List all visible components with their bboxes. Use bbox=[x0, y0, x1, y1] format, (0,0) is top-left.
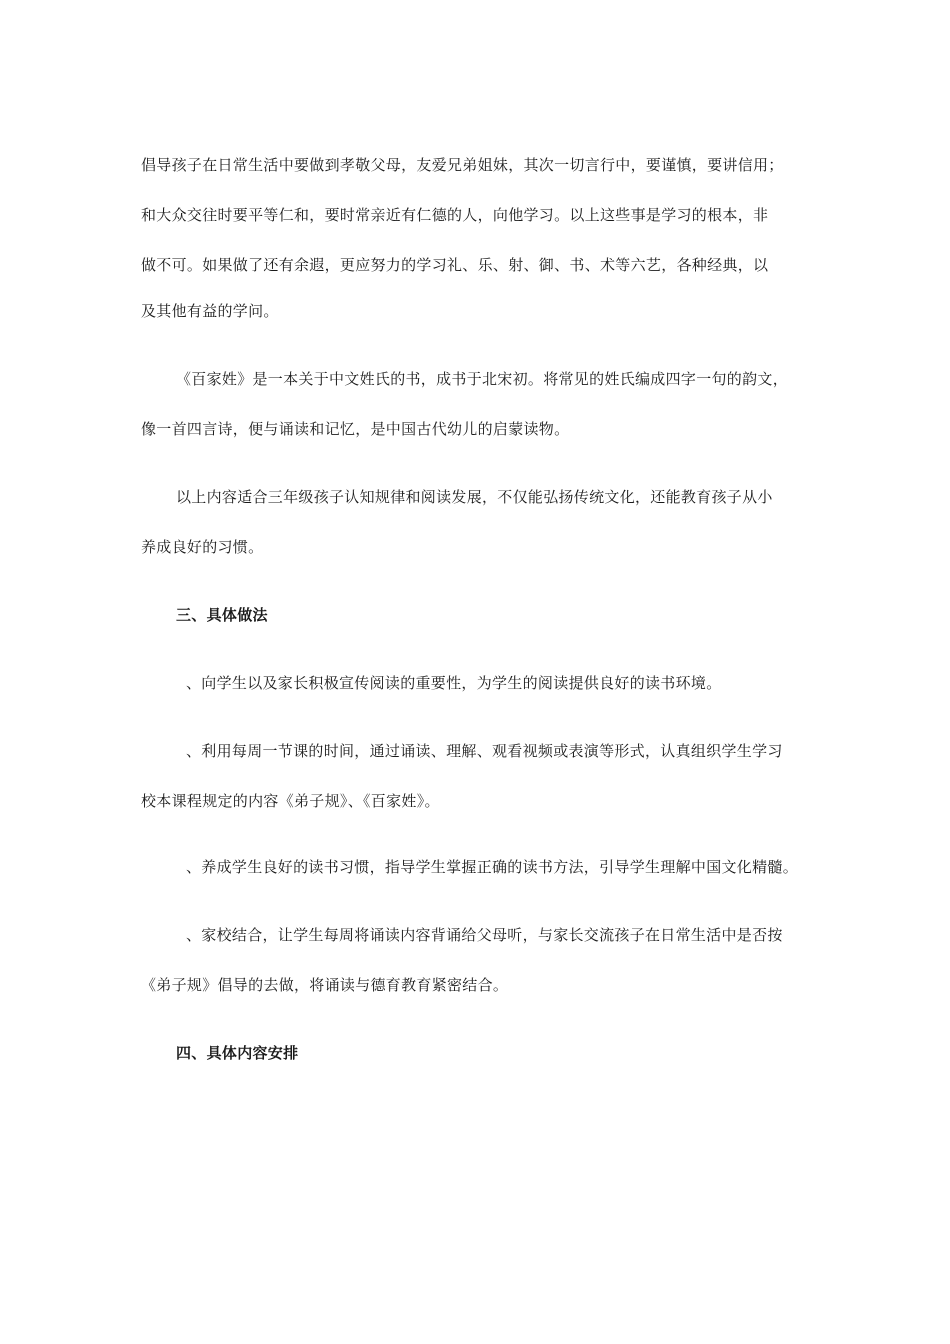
list-item: 、家校结合，让学生每周将诵读内容背诵给父母听，与家长交流孩子在日常生活中是否按 bbox=[186, 926, 783, 944]
paragraph-line: 和大众交往时要平等仁和，要时常亲近有仁德的人，向他学习。以上这些事是学习的根本，非 bbox=[141, 206, 769, 224]
paragraph-line: 养成良好的习惯。 bbox=[141, 538, 264, 556]
list-item-continuation: 《弟子规》倡导的去做，将诵读与德育教育紧密结合。 bbox=[141, 976, 509, 994]
paragraph-line: 《百家姓》是一本关于中文姓氏的书，成书于北宋初。将常见的姓氏编成四字一句的韵文， bbox=[176, 370, 789, 388]
paragraph-line: 及其他有益的学问。 bbox=[141, 302, 279, 320]
paragraph-line: 做不可。如果做了还有余遐，更应努力的学习礼、乐、射、御、书、术等六艺，各种经典，以 bbox=[141, 256, 769, 274]
paragraph-line: 以上内容适合三年级孩子认知规律和阅读发展，不仅能弘扬传统文化，还能教育孩子从小 bbox=[176, 488, 773, 506]
paragraph-line: 像一首四言诗，便与诵读和记忆，是中国古代幼儿的启蒙读物。 bbox=[141, 420, 570, 438]
section-heading: 四、具体内容安排 bbox=[176, 1044, 299, 1062]
list-item: 、向学生以及家长积极宣传阅读的重要性，为学生的阅读提供良好的读书环境。 bbox=[186, 674, 722, 692]
list-item: 、养成学生良好的读书习惯，指导学生掌握正确的读书方法，引导学生理解中国文化精髓。 bbox=[186, 858, 799, 876]
section-heading: 三、具体做法 bbox=[176, 606, 268, 624]
list-item: 、利用每周一节课的时间，通过诵读、理解、观看视频或表演等形式，认真组织学生学习 bbox=[186, 742, 783, 760]
paragraph-line: 倡导孩子在日常生活中要做到孝敬父母，友爱兄弟姐妹，其次一切言行中，要谨慎，要讲信用； bbox=[141, 156, 784, 174]
list-item-continuation: 校本课程规定的内容《弟子规》、《百家姓》。 bbox=[141, 792, 440, 810]
